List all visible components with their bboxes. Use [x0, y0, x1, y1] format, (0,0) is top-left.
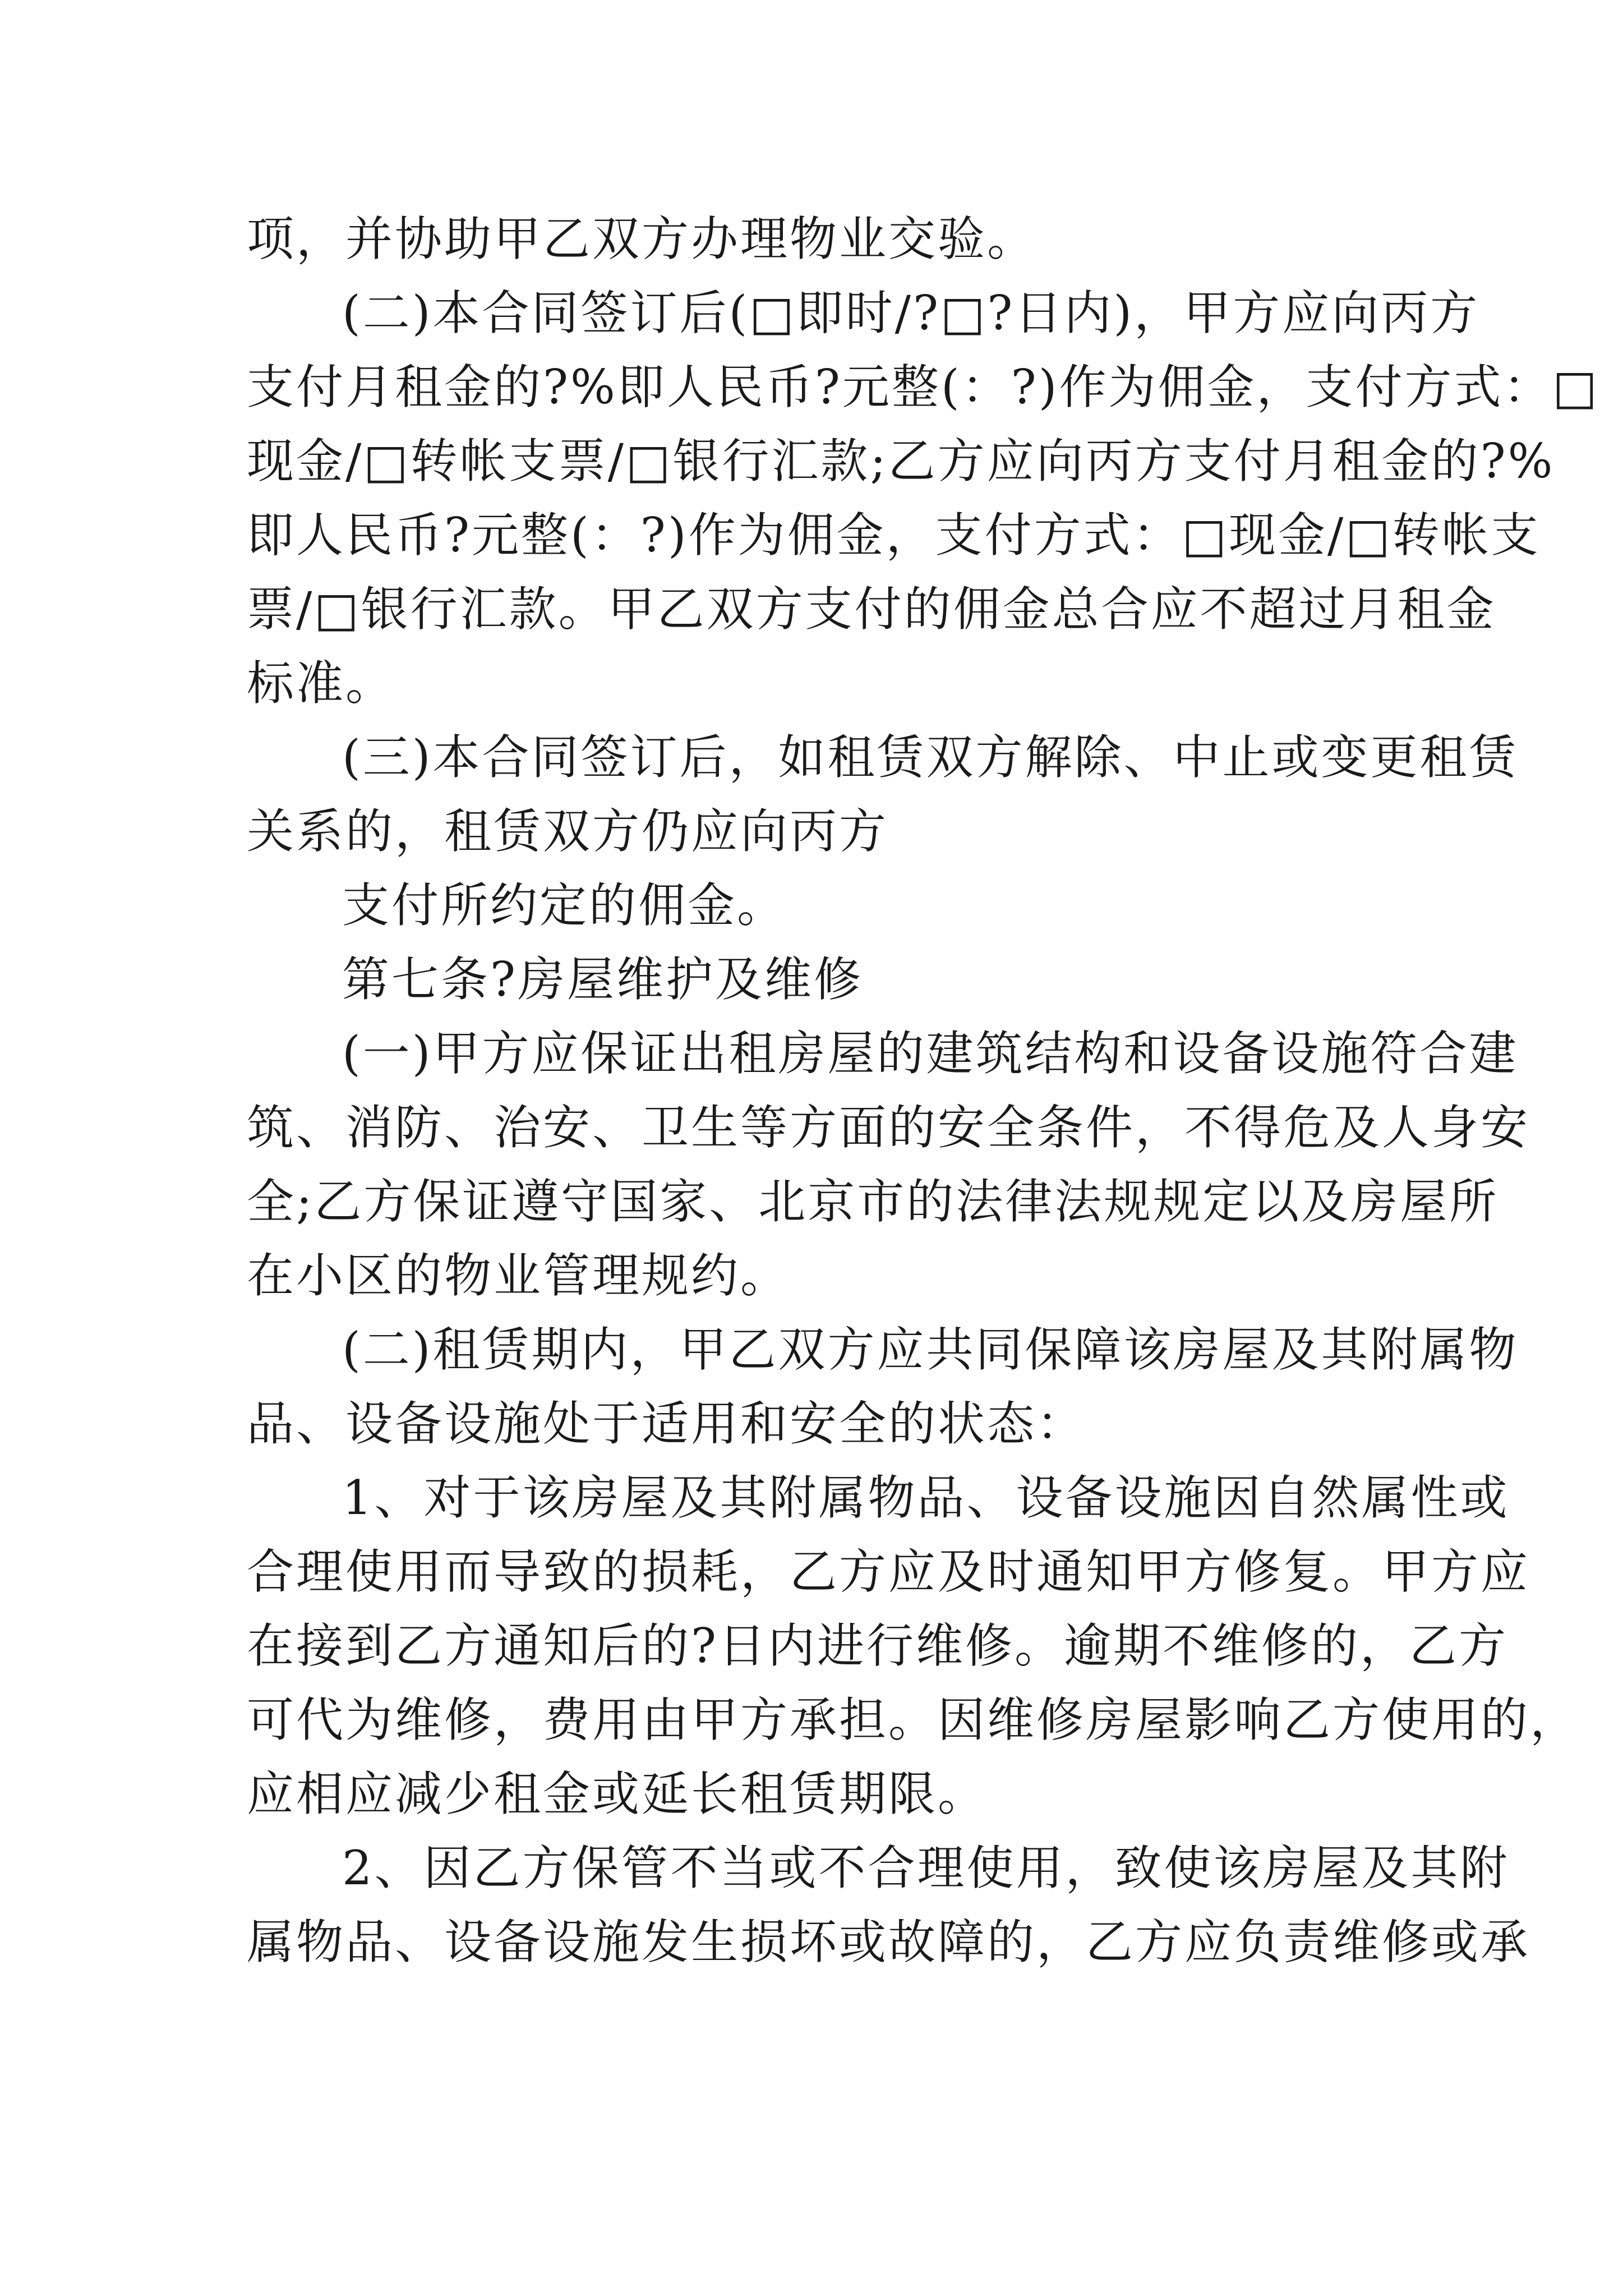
text-line: 2、因乙方保管不当或不合理使用，致使该房屋及其附	[342, 1841, 1510, 1895]
text-line: 项，并协助甲乙双方办理物业交验。	[247, 211, 1037, 266]
text-line: (二)租赁期内，甲乙双方应共同保障该房屋及其附属物	[342, 1322, 1519, 1377]
text-line: 筑、消防、治安、卫生等方面的安全条件，不得危及人身安	[247, 1100, 1530, 1155]
text-line: 合理使用而导致的损耗，乙方应及时通知甲方修复。甲方应	[247, 1544, 1530, 1599]
text-line: 1、对于该房屋及其附属物品、设备设施因自然属性或	[342, 1470, 1510, 1525]
text-line: (三)本合同签订后，如租赁双方解除、中止或变更租赁	[342, 730, 1519, 785]
text-line: 支付所约定的佣金。	[342, 878, 787, 933]
text-line: (一)甲方应保证出租房屋的建筑结构和设备设施符合建	[342, 1026, 1519, 1081]
text-line: 全;乙方保证遵守国家、北京市的法律法规规定以及房屋所	[247, 1174, 1499, 1229]
text-line: 现金/□转帐支票/□银行汇款;乙方应向丙方支付月租金的?%	[247, 434, 1555, 489]
document-body	[247, 202, 1599, 1979]
text-line: 在小区的物业管理规约。	[247, 1248, 790, 1303]
text-line: 支付月租金的?%即人民币?元整(：?)作为佣金，支付方式：□	[247, 360, 1599, 415]
text-line: 在接到乙方通知后的?日内进行维修。逾期不维修的，乙方	[247, 1618, 1509, 1673]
text-line: 可代为维修，费用由甲方承担。因维修房屋影响乙方使用的，	[247, 1692, 1580, 1747]
text-line: 品、设备设施处于适用和安全的状态：	[247, 1396, 1086, 1451]
text-line: 应相应减少租金或延长租赁期限。	[247, 1766, 988, 1821]
text-line: 关系的，租赁双方仍应向丙方	[247, 804, 889, 859]
text-line: 即人民币?元整(：?)作为佣金，支付方式：□现金/□转帐支	[247, 508, 1541, 563]
text-line: 票/□银行汇款。甲乙双方支付的佣金总合应不超过月租金	[247, 582, 1496, 637]
text-line: 标准。	[247, 656, 395, 711]
section-heading: 第七条?房屋维护及维修	[342, 952, 864, 1007]
text-line: (二)本合同签订后(□即时/?□?日内)，甲方应向丙方	[342, 286, 1480, 341]
text-line: 属物品、设备设施发生损坏或故障的，乙方应负责维修或承	[247, 1915, 1530, 1970]
